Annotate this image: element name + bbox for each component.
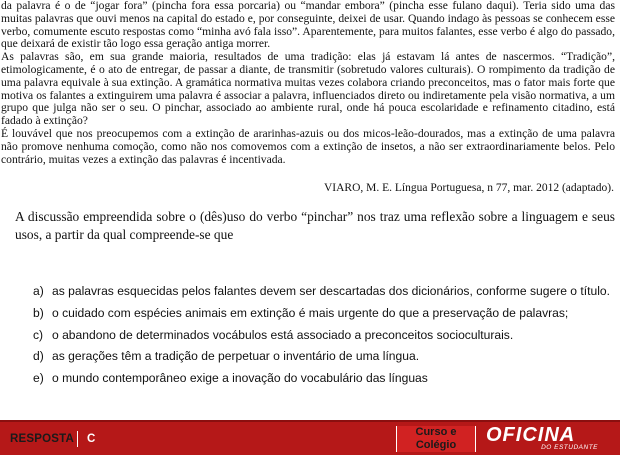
logo-tagline: DO ESTUDANTE [541, 444, 598, 451]
question-stem: A discussão empreendida sobre o (dês)uso do verbo “pinchar” nos traz uma reflexão sobre a linguagem e seus usos, a partir da qual compreende-se que [15, 209, 615, 242]
option-letter: b) [33, 305, 44, 320]
option-c[interactable] [33, 327, 613, 349]
option-letter: a) [33, 284, 44, 298]
option-text: as gerações têm a tradição de perpetuar o inventário de uma língua. [52, 349, 420, 364]
answer-footer [0, 420, 620, 455]
oficina-logo [486, 424, 606, 454]
answer-divider [77, 431, 78, 447]
option-a[interactable] [33, 283, 613, 305]
passage-paragraph-1: da palavra é o de “jogar fora” (pincha fora essa porcaria) ou “mandar embora” (pincha esse fulano daqui). Teria sido uma das muitas palavras que ouvi menos na capital do estado e, por conseguinte, deixei de usar. Quando indago às pessoas se conhecem esse verbo, comumente escuto respostas como “minha avó fala isso”. Aparentemente, para muitos falantes, esse verbo é algo do passado, que deixará de existir tão logo essa geração antiga morrer. [1, 0, 615, 51]
school-label [396, 426, 476, 452]
answer-value: C [87, 433, 96, 445]
option-text: o abandono de determinados vocábulos está associado a preconceitos socioculturais. [52, 327, 514, 342]
school-line-1: Curso e [415, 426, 457, 438]
option-letter: c) [33, 327, 44, 342]
passage-paragraph-2: As palavras são, em sua grande maioria, resultados de uma tradição: elas já estavam lá antes de nascermos. “Tradição”, etimologicamente, é o ato de entregar, de passar a diante, de transmitir (sobretudo valores culturais). O rompimento da tradição de uma palavra equivale à sua extinção. A gramática normativa muitas vezes colabora criando preconceitos, mas o fator mais forte que motiva os falantes a extinguirem uma palavra é associar a palavra, influenciados direto ou indiretamente pela visão normativa, a um grupo que julga não ser o seu. O pinchar, associado ao ambiente rural, onde há pouca escolaridade e refinamento citadino, está fadado à extinção? [1, 50, 615, 128]
option-text: o mundo contemporâneo exige a inovação do vocabulário das línguas [52, 371, 428, 386]
source-citation: VIARO, M. E. Língua Portuguesa, n 77, mar. 2012 (adaptado). [323, 182, 614, 194]
option-letter: e) [33, 371, 44, 386]
option-b[interactable] [33, 305, 613, 327]
option-letter: d) [33, 349, 44, 364]
school-line-2: Colégio [415, 438, 457, 451]
option-text: as palavras esquecidas pelos falantes devem ser descartadas dos dicionários, conforme sugere o título. [52, 284, 610, 298]
option-e[interactable] [33, 370, 613, 392]
passage-text [1, 0, 615, 166]
logo-wordmark: OFICINA [486, 424, 576, 446]
passage-paragraph-3: É louvável que nos preocupemos com a extinção de ararinhas-azuis ou dos micos-leão-dourados, mas a extinção de uma palavra não promove nenhuma comoção, como não nos comovemos com a extinção de insetos, a não ser extraordinariamente belos. Pelo contrário, muitas vezes a extinção das palavras é incentivada. [1, 126, 615, 166]
option-d[interactable] [33, 348, 613, 370]
option-text: o cuidado com espécies animais em extinção é mais urgente do que a preservação de palavras; [52, 305, 569, 320]
answer-label: RESPOSTA [10, 433, 75, 445]
answer-options [33, 283, 613, 392]
